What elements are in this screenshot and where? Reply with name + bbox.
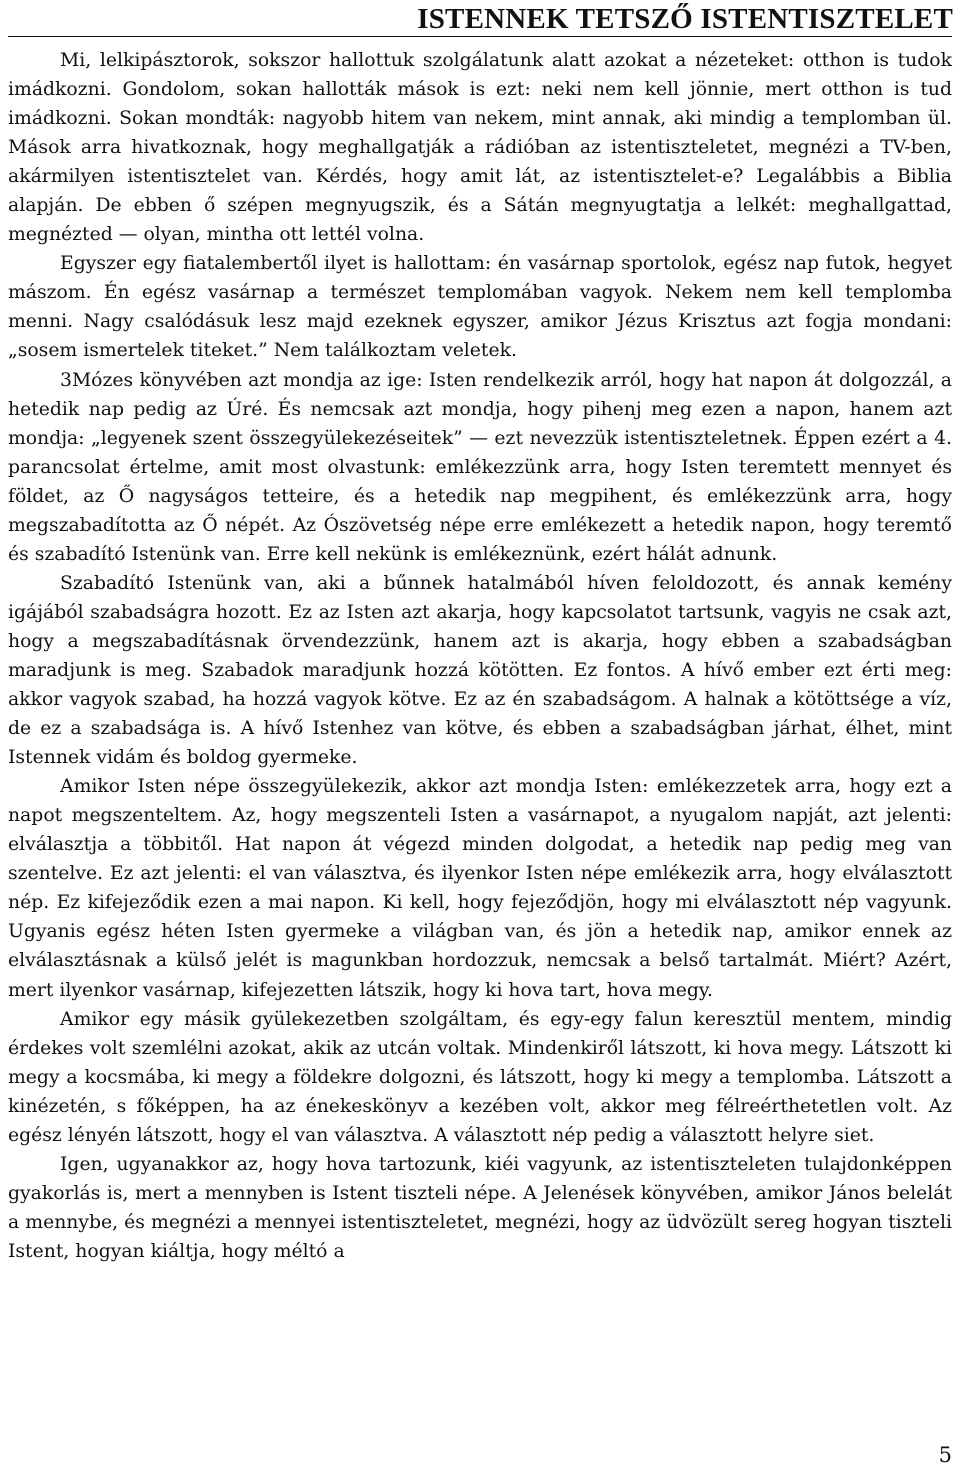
paragraph: 3Mózes könyvében azt mondja az ige: Isten rendelkezik arról, hogy hat napon át dolgozzál, a hetedik nap pedig az Úré. És nemcsak azt mondja, hogy pihenj meg ezen a napon, hanem azt mondja: „legyenek szent összegyülekezéseitek” — ezt nevezzük istentiszteletnek. Éppen ezért a 4. parancsolat értelme, amit most olvastunk: emlékezzünk arra, hogy Isten teremtett mennyet és földet, az Ő nagyságos tetteire, és a hetedik nap megpihent, és emlékezzünk arra, hogy megszabadította az Ő népét. Az Ószövetség népe erre emlékezett a hetedik napon, hogy teremtő és szabadító Istenünk van. Erre kell nekünk is emlékeznünk, ezért hálát adnunk. [8, 369, 952, 565]
paragraph: Amikor egy másik gyülekezetben szolgáltam, és egy-egy falun keresztül mentem, mindig érdekes volt szemlélni azokat, akik az utcán voltak. Mindenkiről látszott, ki hova megy. Látszott ki megy a kocsmába, ki megy a földekre dolgozni, és látszott, hogy ki megy a templomba. Látszott a kinézetén, s főképpen, ha az énekeskönyv a kezében volt, akkor meg félreérthetetlen volt. Az egész lényén látszott, hogy el van választva. A választott nép pedig a választott helyre siet. [8, 1008, 952, 1146]
paragraph: Mi, lelkipásztorok, sokszor hallottuk szolgálatunk alatt azokat a nézeteket: otthon is tudok imádkozni. Gondolom, sokan hallották mások is ezt: neki nem kell jönnie, mert otthon is tud imádkozni. Sokan mondták: nagyobb hitem van nekem, mint annak, aki mindig a templomban ül. Mások arra hivatkoznak, hogy meghallgatják a rádióban az istentiszteletet, megnézi a TV-ben, akármilyen istentisztelet van. Kérdés, hogy amit lát, az istentisztelet-e? Legalábbis a Biblia alapján. De ebben ő szépen megnyugszik, és a Sátán megnyugtatja a lelkét: meghallgattad, megnézted — olyan, mintha ott lettél volna. [8, 50, 952, 246]
running-title: ISTENNEK TETSZŐ ISTENTISZTELET [417, 3, 953, 35]
page-number: 5 [938, 1443, 952, 1467]
paragraph: Amikor Isten népe összegyülekezik, akkor azt mondja Isten: emlékezzetek arra, hogy ezt a napot megszenteltem. Az, hogy megszenteli Isten a vasárnapot, a nyugalom napját, azt jelenti: elválasztja a többitől. Hat napon át végezd minden dolgodat, a hetedik nap pedig meg van szentelve. Ez azt jelenti: el van választva, és ilyenkor Isten népe emlékezik arra, hogy elválasztott nép. Ez kifejeződik ezen a mai napon. Ki kell, hogy fejeződjön, hogy mi elválasztott nép vagyunk. Ugyanis egész héten Isten gyermeke a világban van, és jön a hetedik nap, amikor ennek az elválasztásnak a külső jelét is magunkban hordozzuk, nemcsak a belső tartalmát. Miért? Azért, mert ilyenkor vasárnap, kifejezetten látszik, hogy ki hova tart, hova megy. [8, 776, 952, 1001]
page-header [0, 0, 960, 44]
paragraph: Igen, ugyanakkor az, hogy hova tartozunk, kiéi vagyunk, az istentiszteleten tulajdonképpen gyakorlás is, mert a mennyben is Istent tiszteli népe. A Jelenések könyvében, amikor János belelát a mennybe, és megnézi a mennyei istentiszteletet, megnézi, hogy az üdvözült sereg hogyan tiszteli Istent, hogyan kiáltja, hogy méltó a [8, 1153, 952, 1262]
body-text [8, 46, 952, 1266]
header-rule [8, 36, 952, 37]
paragraph: Egyszer egy fiatalembertől ilyet is hallottam: én vasárnap sportolok, egész nap futok, hegyet mászom. Én egész vasárnap a természet templomában vagyok. Nekem nem kell templomba menni. Nagy csalódásuk lesz majd ezeknek egyszer, amikor Jézus Krisztus azt fogja mondani: „sosem ismertelek titeket.” Nem találkoztam veletek. [8, 253, 952, 362]
paragraph: Szabadító Istenünk van, aki a bűnnek hatalmából híven feloldozott, és annak kemény igájából szabadságra hozott. Ez az Isten azt akarja, hogy kapcsolatot tartsunk, vagyis ne csak azt, hogy a megszabadításnak örvendezzünk, hanem azt is akarja, hogy ebben a szabadságban maradjunk is meg. Szabadok maradjunk hozzá kötötten. Ez fontos. A hívő ember ezt érti meg: akkor vagyok szabad, ha hozzá vagyok kötve. Ez az én szabadságom. A halnak a kötöttsége a víz, de ez a szabadsága is. A hívő Istenhez van kötve, és ebben a szabadságban járhat, élhet, mint Istennek vidám és boldog gyermeke. [8, 572, 952, 769]
